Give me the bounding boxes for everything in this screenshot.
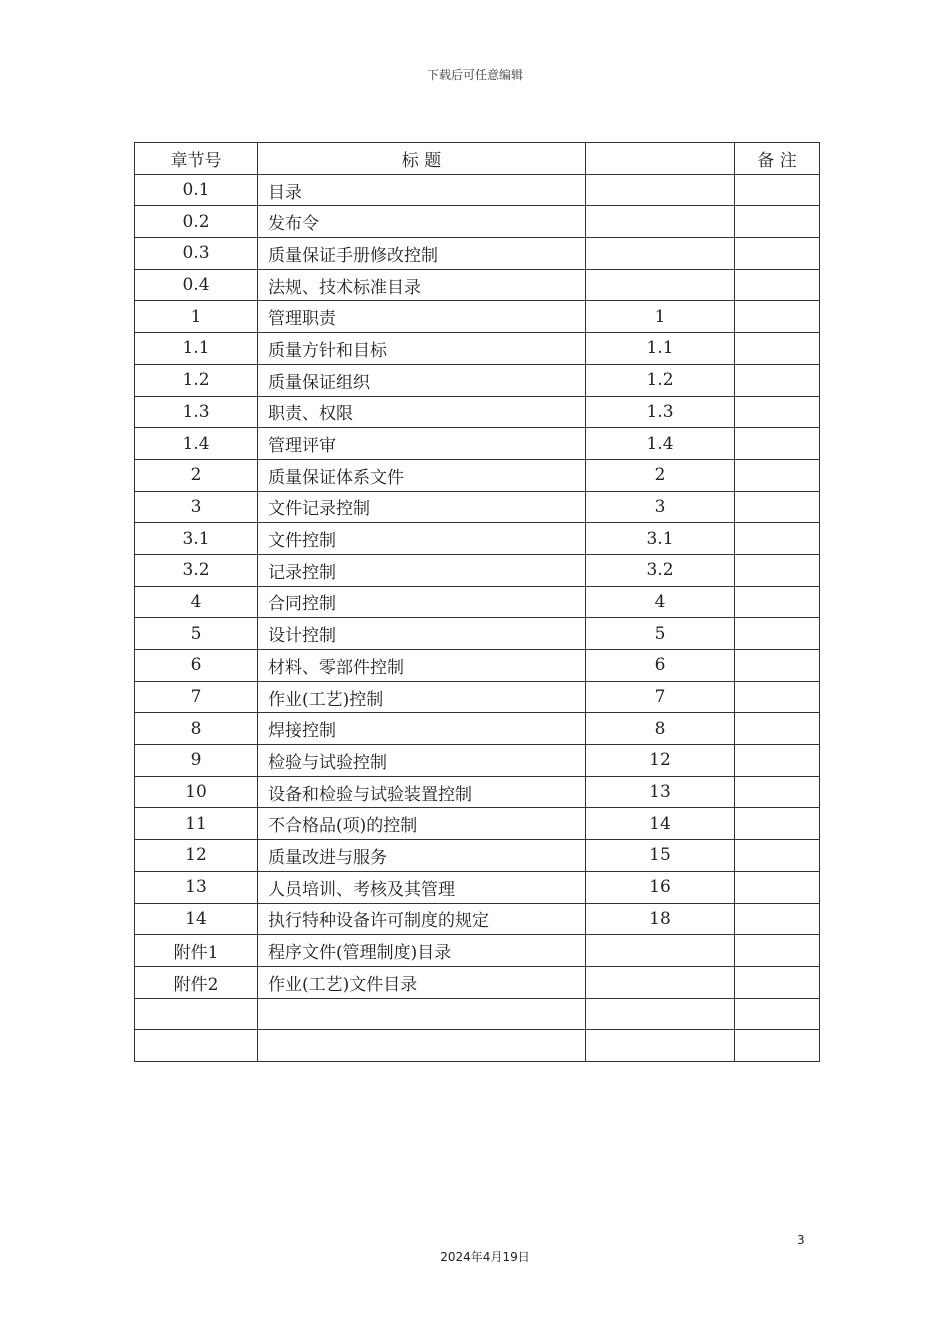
cell-title: 质量方针和目标 — [258, 333, 586, 365]
cell-remark — [735, 808, 820, 840]
cell-page: 6 — [586, 650, 735, 682]
cell-page: 1.4 — [586, 428, 735, 460]
cell-chapter — [135, 998, 258, 1030]
cell-remark — [735, 966, 820, 998]
cell-chapter: 0.4 — [135, 269, 258, 301]
cell-remark — [735, 396, 820, 428]
cell-page — [586, 998, 735, 1030]
cell-remark — [735, 333, 820, 365]
cell-page: 3.1 — [586, 523, 735, 555]
cell-page: 14 — [586, 808, 735, 840]
header-title: 标 题 — [258, 143, 586, 175]
cell-remark — [735, 459, 820, 491]
cell-title: 管理评审 — [258, 428, 586, 460]
cell-title: 质量保证体系文件 — [258, 459, 586, 491]
cell-title: 不合格品(项)的控制 — [258, 808, 586, 840]
table-row — [135, 523, 820, 555]
cell-remark — [735, 998, 820, 1030]
cell-chapter: 13 — [135, 871, 258, 903]
table-row — [135, 998, 820, 1030]
table-row — [135, 174, 820, 206]
cell-title — [258, 1030, 586, 1062]
cell-page: 4 — [586, 586, 735, 618]
cell-chapter: 0.3 — [135, 238, 258, 270]
cell-remark — [735, 903, 820, 935]
header-remark: 备 注 — [735, 143, 820, 175]
cell-remark — [735, 745, 820, 777]
cell-page — [586, 238, 735, 270]
cell-page: 16 — [586, 871, 735, 903]
cell-chapter: 1.2 — [135, 364, 258, 396]
table-row — [135, 618, 820, 650]
cell-remark — [735, 650, 820, 682]
cell-chapter: 3.2 — [135, 554, 258, 586]
table-row — [135, 206, 820, 238]
cell-title: 发布令 — [258, 206, 586, 238]
cell-chapter: 10 — [135, 776, 258, 808]
cell-remark — [735, 776, 820, 808]
cell-chapter: 附件1 — [135, 935, 258, 967]
cell-page — [586, 966, 735, 998]
cell-title: 作业(工艺)文件目录 — [258, 966, 586, 998]
cell-chapter: 0.2 — [135, 206, 258, 238]
table-row — [135, 333, 820, 365]
cell-title: 文件控制 — [258, 523, 586, 555]
cell-chapter: 9 — [135, 745, 258, 777]
table-body — [135, 174, 820, 1061]
cell-page: 2 — [586, 459, 735, 491]
table-row — [135, 713, 820, 745]
cell-page: 3.2 — [586, 554, 735, 586]
cell-remark — [735, 174, 820, 206]
cell-title: 设计控制 — [258, 618, 586, 650]
cell-chapter: 14 — [135, 903, 258, 935]
cell-chapter: 12 — [135, 840, 258, 872]
table-row — [135, 301, 820, 333]
cell-title: 记录控制 — [258, 554, 586, 586]
toc-table — [134, 142, 820, 1062]
cell-remark — [735, 554, 820, 586]
cell-title: 文件记录控制 — [258, 491, 586, 523]
cell-title: 合同控制 — [258, 586, 586, 618]
header-page — [586, 143, 735, 175]
footer-date: 2024年4月19日 — [440, 1250, 530, 1264]
cell-title: 焊接控制 — [258, 713, 586, 745]
table-row — [135, 1030, 820, 1062]
table-row — [135, 650, 820, 682]
cell-chapter: 4 — [135, 586, 258, 618]
page-number: 3 — [797, 1233, 805, 1247]
table-row — [135, 681, 820, 713]
cell-chapter: 3 — [135, 491, 258, 523]
cell-page — [586, 174, 735, 206]
cell-page: 7 — [586, 681, 735, 713]
cell-page — [586, 935, 735, 967]
cell-page: 13 — [586, 776, 735, 808]
cell-page: 12 — [586, 745, 735, 777]
cell-page: 18 — [586, 903, 735, 935]
cell-title: 设备和检验与试验装置控制 — [258, 776, 586, 808]
cell-chapter: 1.3 — [135, 396, 258, 428]
table-row — [135, 269, 820, 301]
cell-remark — [735, 269, 820, 301]
header-note: 下载后可任意编辑 — [426, 68, 523, 82]
cell-title: 法规、技术标准目录 — [258, 269, 586, 301]
cell-chapter: 6 — [135, 650, 258, 682]
cell-page: 5 — [586, 618, 735, 650]
table-row — [135, 459, 820, 491]
header-chapter: 章节号 — [135, 143, 258, 175]
cell-title: 目录 — [258, 174, 586, 206]
cell-title: 程序文件(管理制度)目录 — [258, 935, 586, 967]
cell-title: 管理职责 — [258, 301, 586, 333]
cell-page: 1.1 — [586, 333, 735, 365]
cell-chapter: 1.1 — [135, 333, 258, 365]
cell-remark — [735, 713, 820, 745]
cell-remark — [735, 681, 820, 713]
table-row — [135, 396, 820, 428]
cell-page — [586, 206, 735, 238]
cell-page: 3 — [586, 491, 735, 523]
cell-chapter: 5 — [135, 618, 258, 650]
table-row — [135, 966, 820, 998]
cell-title: 检验与试验控制 — [258, 745, 586, 777]
table-row — [135, 238, 820, 270]
cell-chapter — [135, 1030, 258, 1062]
cell-title: 质量保证组织 — [258, 364, 586, 396]
table-row — [135, 745, 820, 777]
table-row — [135, 935, 820, 967]
cell-chapter: 8 — [135, 713, 258, 745]
cell-remark — [735, 618, 820, 650]
cell-remark — [735, 586, 820, 618]
cell-title: 质量改进与服务 — [258, 840, 586, 872]
cell-page: 8 — [586, 713, 735, 745]
table-row — [135, 586, 820, 618]
table-row — [135, 840, 820, 872]
table-row — [135, 428, 820, 460]
table-row — [135, 871, 820, 903]
table-header-row — [135, 143, 820, 175]
cell-title: 作业(工艺)控制 — [258, 681, 586, 713]
cell-chapter: 11 — [135, 808, 258, 840]
cell-chapter: 3.1 — [135, 523, 258, 555]
cell-remark — [735, 1030, 820, 1062]
cell-chapter: 7 — [135, 681, 258, 713]
cell-title: 执行特种设备许可制度的规定 — [258, 903, 586, 935]
table-row — [135, 808, 820, 840]
cell-title: 职责、权限 — [258, 396, 586, 428]
table-row — [135, 491, 820, 523]
cell-remark — [735, 428, 820, 460]
cell-remark — [735, 871, 820, 903]
cell-remark — [735, 523, 820, 555]
cell-remark — [735, 491, 820, 523]
cell-chapter: 1 — [135, 301, 258, 333]
cell-chapter: 0.1 — [135, 174, 258, 206]
table-row — [135, 903, 820, 935]
cell-chapter: 附件2 — [135, 966, 258, 998]
cell-title — [258, 998, 586, 1030]
cell-remark — [735, 364, 820, 396]
table-row — [135, 554, 820, 586]
cell-page: 1.3 — [586, 396, 735, 428]
cell-chapter: 1.4 — [135, 428, 258, 460]
table-row — [135, 364, 820, 396]
cell-remark — [735, 206, 820, 238]
cell-page — [586, 269, 735, 301]
table-row — [135, 776, 820, 808]
cell-title: 质量保证手册修改控制 — [258, 238, 586, 270]
cell-remark — [735, 935, 820, 967]
cell-remark — [735, 301, 820, 333]
cell-chapter: 2 — [135, 459, 258, 491]
cell-page: 1 — [586, 301, 735, 333]
cell-page — [586, 1030, 735, 1062]
cell-page: 1.2 — [586, 364, 735, 396]
cell-remark — [735, 840, 820, 872]
cell-remark — [735, 238, 820, 270]
cell-title: 材料、零部件控制 — [258, 650, 586, 682]
cell-title: 人员培训、考核及其管理 — [258, 871, 586, 903]
cell-page: 15 — [586, 840, 735, 872]
